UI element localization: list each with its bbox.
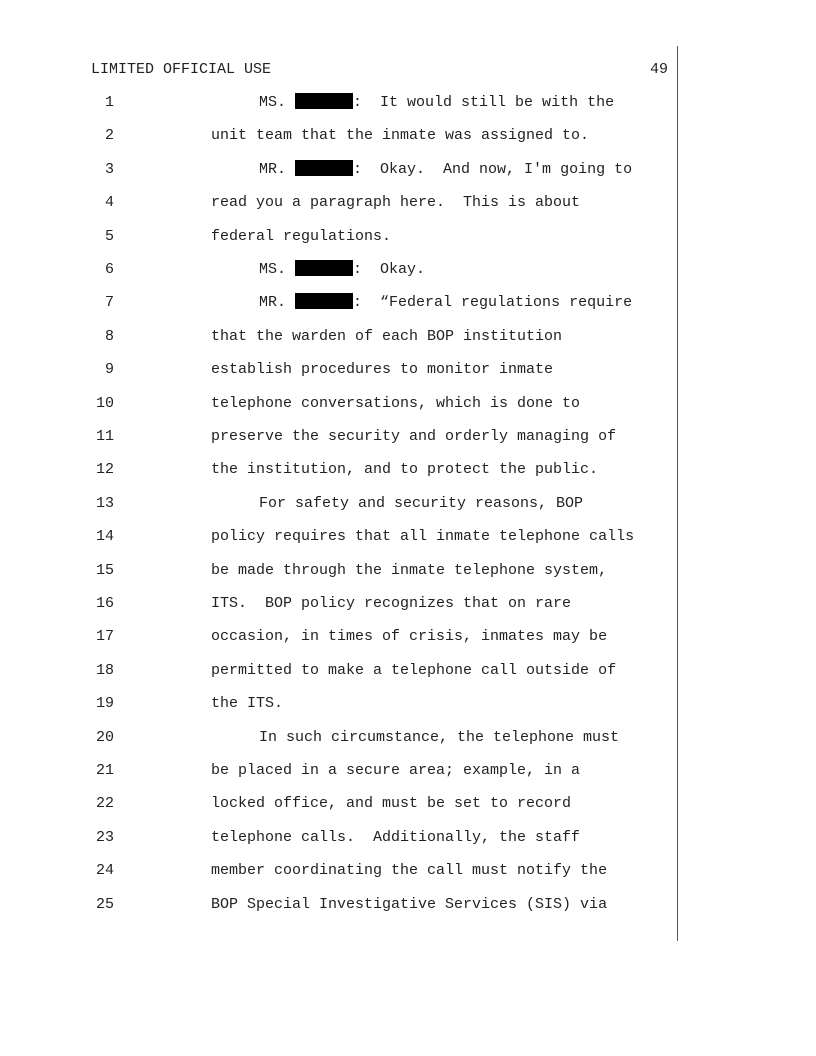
line-number: 9 (104, 361, 114, 378)
line-content: occasion, in times of crisis, inmates may be (211, 628, 608, 645)
line-number: 20 (95, 729, 114, 746)
line-content: the institution, and to protect the public. (211, 461, 599, 478)
line-number: 19 (95, 695, 114, 712)
line-text (211, 527, 634, 547)
line-content: BOP Special Investigative Services (SIS) via (211, 896, 608, 913)
line-text (211, 193, 580, 213)
redaction-block (295, 293, 353, 309)
transcript-line (0, 494, 816, 514)
line-content: : Okay. And now, I'm going to (353, 161, 633, 178)
transcript-line (0, 93, 816, 113)
line-number: 8 (104, 328, 114, 345)
line-number: 24 (95, 862, 114, 879)
transcript-line (0, 694, 816, 714)
line-text (211, 828, 580, 848)
speaker-label: MS. (259, 261, 287, 278)
line-number: 21 (95, 762, 114, 779)
line-text (211, 661, 616, 681)
line-text (211, 126, 589, 146)
transcript-line (0, 828, 816, 848)
transcript-line (0, 293, 816, 313)
line-number: 15 (95, 562, 114, 579)
line-content: federal regulations. (211, 228, 392, 245)
line-content: : “Federal regulations require (353, 294, 633, 311)
line-text (259, 728, 619, 748)
transcript-line (0, 761, 816, 781)
speaker-label: MS. (259, 94, 287, 111)
line-number: 7 (104, 294, 114, 311)
line-number: 12 (95, 461, 114, 478)
line-number: 10 (95, 395, 114, 412)
line-content: unit team that the inmate was assigned to. (211, 127, 590, 144)
line-content: telephone conversations, which is done to (211, 395, 581, 412)
line-text (211, 895, 607, 915)
transcript-line (0, 260, 816, 280)
line-number: 13 (95, 495, 114, 512)
transcript-line (0, 627, 816, 647)
classification-header: LIMITED OFFICIAL USE (91, 61, 272, 78)
line-content: For safety and security reasons, BOP (259, 495, 584, 512)
transcript-line (0, 227, 816, 247)
transcript-line (0, 160, 816, 180)
line-content: telephone calls. Additionally, the staff (211, 829, 581, 846)
redaction-block (295, 93, 353, 109)
line-number: 17 (95, 628, 114, 645)
line-number: 2 (104, 127, 114, 144)
line-text (259, 293, 632, 313)
transcript-line (0, 728, 816, 748)
line-text (211, 427, 616, 447)
redaction-block (295, 260, 353, 276)
transcript-line (0, 561, 816, 581)
transcript-line (0, 460, 816, 480)
line-number: 4 (104, 194, 114, 211)
line-text (211, 761, 580, 781)
line-text (211, 794, 571, 814)
line-number: 14 (95, 528, 114, 545)
line-text (259, 494, 583, 514)
line-content: preserve the security and orderly managing of (211, 428, 617, 445)
line-text (211, 627, 607, 647)
line-text (211, 360, 553, 380)
redaction-block (295, 160, 353, 176)
transcript-line (0, 861, 816, 881)
transcript-line (0, 360, 816, 380)
line-content: that the warden of each BOP institution (211, 328, 563, 345)
line-text (211, 561, 607, 581)
line-text (259, 93, 614, 113)
line-content: In such circumstance, the telephone must (259, 729, 620, 746)
line-content: permitted to make a telephone call outside of (211, 662, 617, 679)
speaker-label: MR. (259, 161, 287, 178)
transcript-line (0, 527, 816, 547)
speaker-label: MR. (259, 294, 287, 311)
line-content: establish procedures to monitor inmate (211, 361, 554, 378)
line-text (211, 327, 562, 347)
line-content: policy requires that all inmate telephone calls (211, 528, 635, 545)
line-text (211, 227, 391, 247)
transcript-line (0, 594, 816, 614)
transcript-line (0, 661, 816, 681)
line-number: 11 (95, 428, 114, 445)
line-content: read you a paragraph here. This is about (211, 194, 581, 211)
transcript-line (0, 126, 816, 146)
line-text (259, 160, 632, 180)
transcript-line (0, 193, 816, 213)
line-number: 23 (95, 829, 114, 846)
line-text (211, 694, 283, 714)
transcript-line (0, 327, 816, 347)
line-text (259, 260, 425, 280)
line-content: locked office, and must be set to record (211, 795, 572, 812)
line-content: the ITS. (211, 695, 284, 712)
line-text (211, 460, 598, 480)
line-number: 16 (95, 595, 114, 612)
line-content: be made through the inmate telephone system, (211, 562, 608, 579)
line-content: : Okay. (353, 261, 426, 278)
line-text (211, 394, 580, 414)
transcript-line (0, 895, 816, 915)
line-number: 22 (95, 795, 114, 812)
line-number: 25 (95, 896, 114, 913)
line-text (211, 861, 607, 881)
transcript-line (0, 794, 816, 814)
line-content: member coordinating the call must notify the (211, 862, 608, 879)
line-number: 5 (104, 228, 114, 245)
line-text (211, 594, 571, 614)
line-number: 3 (104, 161, 114, 178)
line-content: : It would still be with the (353, 94, 615, 111)
line-number: 1 (104, 94, 114, 111)
line-content: be placed in a secure area; example, in a (211, 762, 581, 779)
line-content: ITS. BOP policy recognizes that on rare (211, 595, 572, 612)
line-number: 18 (95, 662, 114, 679)
page-number: 49 (649, 61, 668, 78)
transcript-line (0, 394, 816, 414)
line-number: 6 (104, 261, 114, 278)
transcript-line (0, 427, 816, 447)
